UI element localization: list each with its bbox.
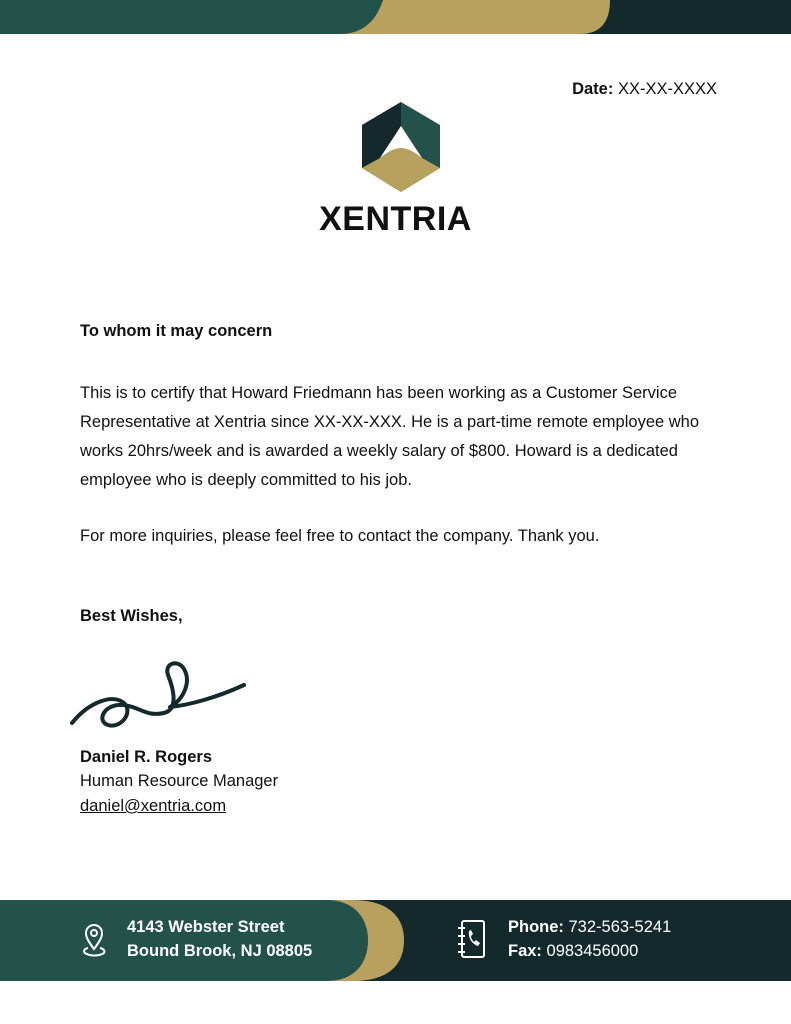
certification-paragraph: This is to certify that Howard Friedmann has been working as a Customer Service Representative at Xentria since XX-XX-XXX. He is a part-time remote employee who works 20hrs/week and is awarded a weekly salary of $800. Howard is a dedicated employee who is deeply committed to his job. [80,384,700,489]
fax-number: 0983456000 [541,942,639,960]
phone-book-icon [456,918,488,960]
footer-band [0,900,791,981]
letter-date [572,80,717,99]
fax-label: Fax: [508,942,542,960]
phone-number: 732-563-5241 [563,918,672,936]
company-name: XENTRIA [319,200,472,238]
inquiry-paragraph: For more inquiries, please feel free to contact the company. Thank you. [80,527,600,545]
xentria-logo-icon [362,102,440,192]
date-label: Date: [572,80,614,98]
top-decorative-band [0,0,791,34]
phone-line [508,915,671,939]
closing-line: Best Wishes, [80,607,183,625]
salutation: To whom it may concern [80,322,273,340]
signer-name: Daniel R. Rogers [80,748,213,766]
address-line-2: Bound Brook, NJ 08805 [127,942,313,960]
fax-line [508,939,671,963]
date-value: XX-XX-XXXX [617,80,717,98]
handwritten-signature [68,655,253,735]
location-pin-icon [81,922,107,958]
signer-email-link[interactable]: daniel@xentria.com [80,797,227,815]
phone-label: Phone: [508,918,564,936]
signer-title: Human Resource Manager [80,772,279,790]
company-address [127,915,312,963]
company-contact [508,915,671,963]
address-line-1: 4143 Webster Street [127,918,285,936]
